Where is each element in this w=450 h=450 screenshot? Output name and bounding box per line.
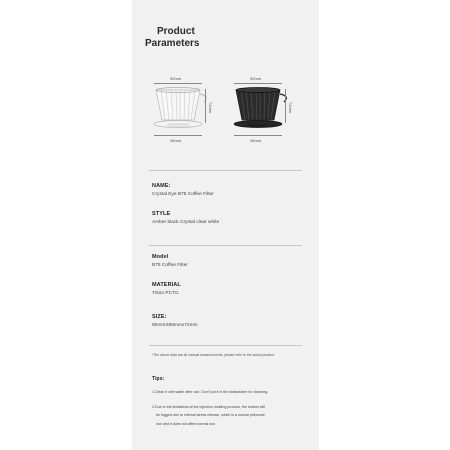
name-heading: NAME: [152, 183, 171, 189]
clear-bottom-dim-line [154, 135, 202, 136]
model-section [152, 254, 188, 268]
title-line-2: Parameters [145, 38, 200, 49]
tip-2-line-3: non and it does not affect normal use. [156, 421, 217, 426]
title-line-1: Product [157, 26, 195, 37]
clear-dripper-diagram [152, 76, 216, 154]
style-value: Amber black Crystal clear white [152, 220, 220, 225]
tip-item-1 [152, 388, 302, 397]
right-margin [319, 0, 450, 450]
black-dripper-image [232, 86, 296, 142]
clear-side-dim: 72mm [208, 102, 213, 114]
black-top-dim: 90mm [250, 76, 262, 81]
left-margin [0, 0, 132, 450]
black-bottom-dim-line [234, 135, 282, 136]
name-value: Crystal Eye B75 Coffee Filter [152, 192, 214, 197]
style-section [152, 211, 219, 225]
divider-2 [149, 245, 302, 246]
black-bottom-dim: 98mm [250, 138, 262, 143]
tip-2-line-2: be fogged due to internal stress release, which is a normal phenome [156, 413, 265, 417]
tip-item-2 [152, 403, 302, 429]
model-heading: Model [152, 254, 169, 260]
tip-1-text: 1.Clean it with water after use. Don't put it in the dishwasher for cleaning. [152, 390, 268, 394]
size-section [152, 314, 198, 328]
black-side-dim-line [285, 89, 286, 123]
tips-section [152, 376, 302, 428]
material-section [152, 282, 181, 296]
clear-top-dim-line [154, 83, 202, 84]
name-section [152, 183, 214, 197]
black-dripper-diagram [232, 76, 296, 154]
clear-top-dim: 90mm [170, 76, 182, 81]
material-heading: MATERIAL [152, 282, 181, 288]
size-value: 90mmX98mmx72mm [152, 323, 198, 328]
product-info-panel [132, 0, 319, 450]
black-top-dim-line [234, 83, 282, 84]
style-heading: STYLE [152, 211, 171, 217]
divider-3 [149, 345, 302, 346]
clear-side-dim-line [205, 89, 206, 123]
black-side-dim: 72mm [288, 102, 293, 114]
measurement-note: *The above data are all manual measurements, please refer to the actual product [152, 353, 274, 357]
material-value: Triton PCTG [152, 291, 179, 296]
tip-2-line-1: 2.Due to the limitations of the injection molding process, the bottom will [152, 404, 265, 409]
clear-bottom-dim: 98mm [170, 138, 182, 143]
model-value: B75 Coffee Filter [152, 263, 188, 268]
page-title [145, 26, 199, 50]
tips-heading: Tips: [152, 376, 165, 382]
divider-1 [149, 170, 302, 171]
size-heading: SIZE: [152, 314, 167, 320]
clear-dripper-image [152, 86, 216, 142]
